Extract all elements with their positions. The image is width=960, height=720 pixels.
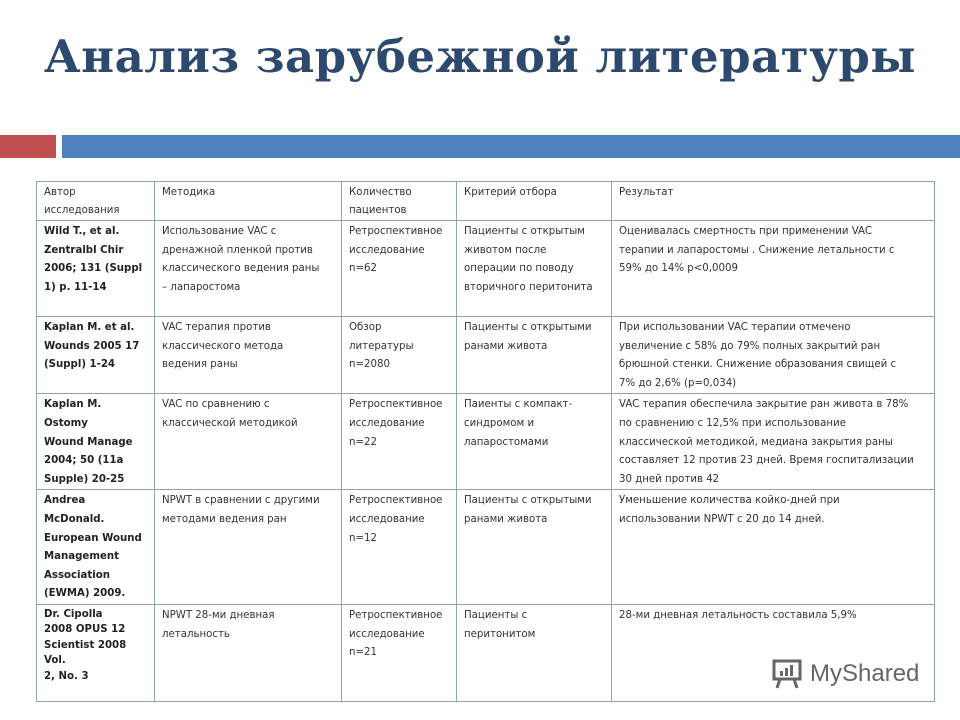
literature-table <box>36 181 935 702</box>
cell-method: VAC терапия против классического метода ведения раны <box>155 317 342 394</box>
header-author: Автор исследования <box>37 182 155 221</box>
cell-result: Оценивалась смертность при применении VAC терапии и лапаростомы . Снижение летальности с 59% до 14% p<0,0009 <box>612 221 935 317</box>
cell-criteria: Пациенты с открытым животом после операции по поводу вторичного перитонита <box>457 221 612 317</box>
header-method: Методика <box>155 182 342 221</box>
cell-criteria: Пациенты с перитонитом <box>457 604 612 701</box>
presentation-board-icon <box>770 658 804 690</box>
cell-patients: Ретроспективное исследование n=22 <box>342 394 457 490</box>
watermark <box>770 658 919 690</box>
cell-patients: Обзор литературы n=2080 <box>342 317 457 394</box>
table-header-row <box>37 182 935 221</box>
accent-bar-blue <box>62 135 960 158</box>
header-result: Результат <box>612 182 935 221</box>
cell-result: При использовании VAC терапии отмечено увеличение с 58% до 79% полных закрытий ран брюшной стенки. Снижение образования свищей с 7% до 2,6% (p=0,034) <box>612 317 935 394</box>
accent-bar-red <box>0 135 56 158</box>
cell-patients: Ретроспективное исследование n=62 <box>342 221 457 317</box>
cell-method: NPWT 28-ми дневная летальность <box>155 604 342 701</box>
cell-patients: Ретроспективное исследование n=12 <box>342 490 457 605</box>
watermark-text: MyShared <box>810 660 920 687</box>
cell-result: 28-ми дневная летальность составила 5,9% <box>612 604 935 701</box>
cell-criteria: Паиенты с компакт- синдромом и лапаростомами <box>457 394 612 490</box>
cell-criteria: Пациенты с открытыми ранами живота <box>457 317 612 394</box>
table-row <box>37 317 935 394</box>
page-title: Анализ зарубежной литературы <box>44 30 916 83</box>
cell-author: Kaplan M. et al. Wounds 2005 17 (Suppl) 1-24 <box>37 317 155 394</box>
cell-result: VAC терапия обеспечила закрытие ран живота в 78% по сравнению с 12,5% при использование классической методикой, медиана закрытия раны составляет 12 против 23 дней. Время госпитализации 30 дней против 42 <box>612 394 935 490</box>
cell-method: NPWT в сравнении с другими методами ведения ран <box>155 490 342 605</box>
cell-author: Andrea McDonald. European Wound Management Association (EWMA) 2009. <box>37 490 155 605</box>
cell-criteria: Пациенты с открытыми ранами живота <box>457 490 612 605</box>
cell-author: Dr. Cipolla 2008 OPUS 12 Scientist 2008 Vol. 2, No. 3 <box>37 604 155 701</box>
cell-author: Wild T., et al. Zentralbl Chir 2006; 131 (Suppl 1) p. 11-14 <box>37 221 155 317</box>
header-patients: Количество пациентов <box>342 182 457 221</box>
cell-method: VAC по сравнению с классической методикой <box>155 394 342 490</box>
table-row <box>37 394 935 490</box>
header-criteria: Критерий отбора <box>457 182 612 221</box>
cell-patients: Ретроспективное исследование n=21 <box>342 604 457 701</box>
cell-method: Использование VAC с дренажной пленкой против классического ведения раны – лапаростома <box>155 221 342 317</box>
cell-result: Уменьшение количества койко-дней при использовании NPWT с 20 до 14 дней. <box>612 490 935 605</box>
table-row <box>37 490 935 605</box>
table-row <box>37 221 935 317</box>
cell-author: Kaplan M. Ostomy Wound Manage 2004; 50 (11a Supple) 20-25 <box>37 394 155 490</box>
